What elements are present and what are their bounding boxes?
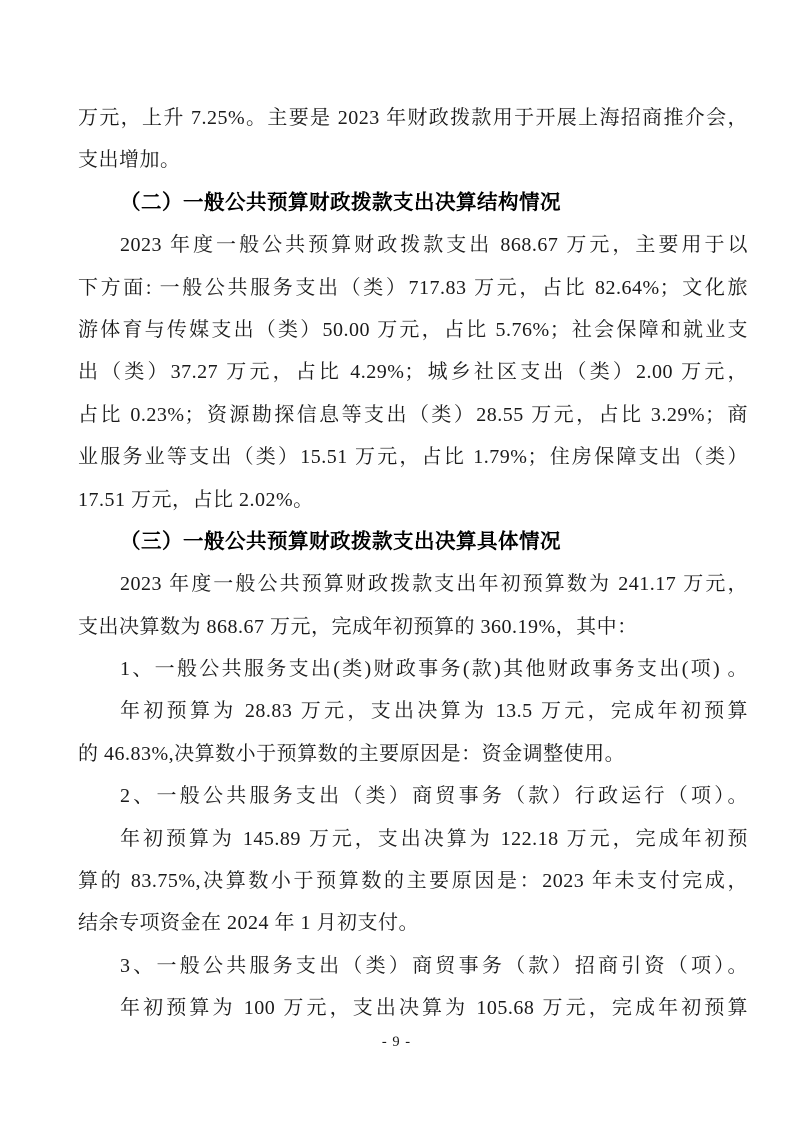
text-line: 下方面: 一般公共服务支出（类）717.83 万元，占比 82.64%；文化旅 [78,276,748,299]
text-line: 出（类）37.27 万元，占比 4.29%；城乡社区支出（类）2.00 万元， [78,361,748,384]
text-line: 万元，上升 7.25%。主要是 2023 年财政拨款用于开展上海招商推介会， [78,107,748,129]
section-heading-2: （二）一般公共预算财政拨款支出决算结构情况 [120,190,561,214]
list-item-2: 2、一般公共服务支出（类）商贸事务（款）行政运行（项）。 [120,785,748,808]
text-line: 结余专项资金在 2024 年 1 月初支付。 [78,912,419,935]
section-heading-3: （三）一般公共预算财政拨款支出决算具体情况 [120,529,561,553]
text-line: 游体育与传媒支出（类）50.00 万元，占比 5.76%；社会保障和就业支 [78,318,748,341]
text-line: 2023 年度一般公共预算财政拨款支出年初预算数为 241.17 万元， [120,573,748,596]
text-line: 业服务业等支出（类）15.51 万元，占比 1.79%；住房保障支出（类） [78,446,748,469]
text-line: 算的 83.75%,决算数小于预算数的主要原因是：2023 年未支付完成， [78,870,748,893]
text-line: 年初预算为 145.89 万元，支出决算为 122.18 万元，完成年初预 [120,827,748,850]
text-line: 的 46.83%,决算数小于预算数的主要原因是：资金调整使用。 [78,742,626,765]
list-item-3: 3、一般公共服务支出（类）商贸事务（款）招商引资（项）。 [120,954,748,977]
text-line: 支出增加。 [78,149,181,172]
document-text-block [78,97,748,1030]
page-number: - 9 - [381,1034,412,1050]
text-line: 年初预算为 100 万元，支出决算为 105.68 万元，完成年初预算 [120,997,748,1020]
text-line: 占比 0.23%；资源勘探信息等支出（类）28.55 万元，占比 3.29%；商 [78,403,748,426]
text-line: 支出决算数为 868.67 万元，完成年初预算的 360.19%，其中： [78,615,638,638]
text-line: 2023 年度一般公共预算财政拨款支出 868.67 万元，主要用于以 [120,234,748,257]
text-line: 年初预算为 28.83 万元，支出决算为 13.5 万元，完成年初预算 [120,700,748,723]
text-line: 17.51 万元，占比 2.02%。 [78,488,314,511]
list-item-1: 1、一般公共服务支出(类)财政事务(款)其他财政事务支出(项) 。 [120,658,748,681]
